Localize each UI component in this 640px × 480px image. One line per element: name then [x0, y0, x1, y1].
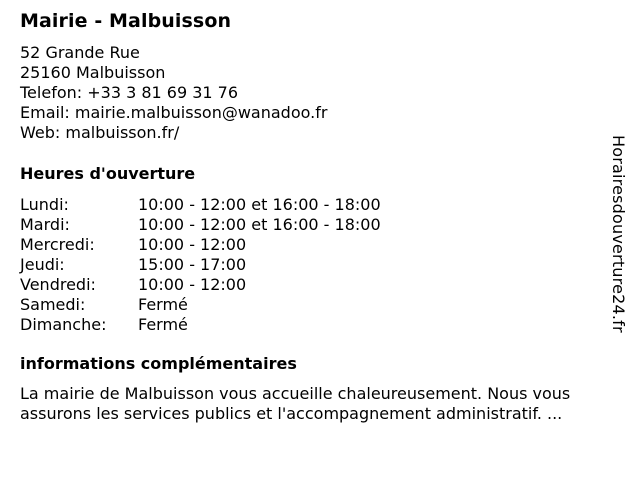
info-heading: informations complémentaires: [20, 354, 297, 373]
day-label: Mercredi:: [20, 235, 95, 254]
time-value: Fermé: [138, 315, 188, 334]
time-value: 10:00 - 12:00: [138, 275, 247, 294]
time-value: Fermé: [138, 295, 188, 314]
info-text: La mairie de Malbuisson vous accueille chaleureusement. Nous vous assurons les services publics et l'accompagnement administratif. ...: [20, 384, 571, 423]
time-value: 15:00 - 17:00: [138, 255, 247, 274]
phone-number: Telefon: +33 3 81 69 31 76: [20, 83, 239, 102]
time-value: 10:00 - 12:00 et 16:00 - 18:00: [138, 195, 381, 214]
hours-heading: Heures d'ouverture: [20, 164, 196, 183]
hours-table: [20, 195, 381, 335]
postal-city: 25160 Malbuisson: [20, 63, 166, 82]
day-label: Vendredi:: [20, 275, 96, 294]
day-label: Dimanche:: [20, 315, 107, 334]
hours-row-saturday: [20, 295, 381, 315]
hours-row-sunday: [20, 315, 381, 335]
hours-row-tuesday: [20, 215, 381, 235]
hours-row-monday: [20, 195, 381, 215]
contact-block: [20, 43, 327, 143]
side-watermark: Horairesdouverture24.fr: [609, 135, 628, 333]
email-address: Email: mairie.malbuisson@wanadoo.fr: [20, 103, 328, 122]
page-title: Mairie - Malbuisson: [20, 10, 232, 32]
day-label: Jeudi:: [20, 255, 65, 274]
time-value: 10:00 - 12:00 et 16:00 - 18:00: [138, 215, 381, 234]
time-value: 10:00 - 12:00: [138, 235, 247, 254]
day-label: Mardi:: [20, 215, 70, 234]
day-label: Lundi:: [20, 195, 69, 214]
hours-row-friday: [20, 275, 381, 295]
hours-row-thursday: [20, 255, 381, 275]
website: Web: malbuisson.fr/: [20, 123, 180, 142]
hours-row-wednesday: [20, 235, 381, 255]
street-address: 52 Grande Rue: [20, 43, 140, 62]
day-label: Samedi:: [20, 295, 86, 314]
